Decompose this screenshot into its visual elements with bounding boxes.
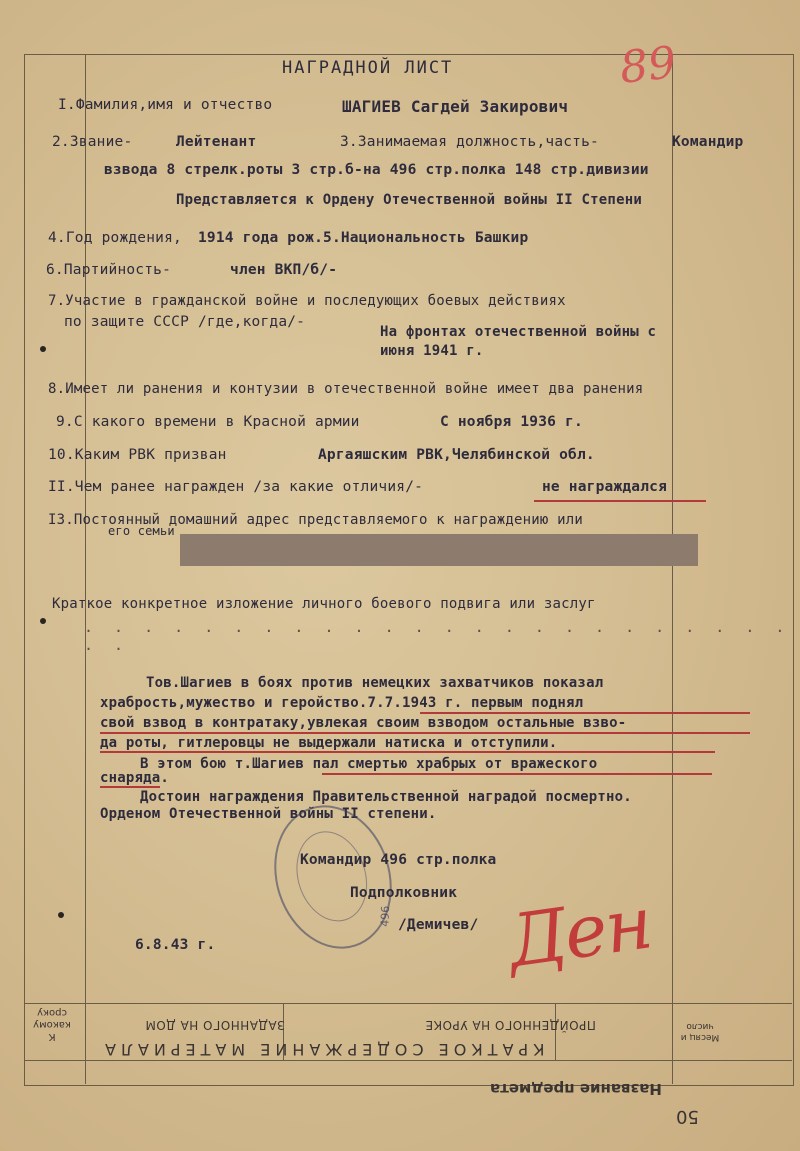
field-rank-value: Лейтенант [176, 134, 257, 150]
field-birth-year-label: 4.Год рождения, [48, 230, 182, 246]
field-position-value: Командир [672, 134, 744, 150]
field-birth-year-value: 1914 года рож.5.Национальность Башкир [198, 230, 529, 246]
dotted-separator: · · · · · · · · · · · · · · · · · · · · · · · · · · [84, 622, 791, 658]
field-wounds: 8.Имеет ли ранения и контузии в отечественной войне имеет два ранения [48, 381, 644, 397]
narrative-line-7: Достоин награждения Правительственной наградой посмертно. [140, 789, 632, 805]
stamp-inner-ring [285, 822, 378, 931]
narrative-line-1: Тов.Шагиев в боях против немецких захватчиков показал [146, 675, 604, 691]
punch-hole-3 [58, 912, 64, 918]
left-margin-line [85, 54, 86, 1084]
field-army-since-label: 9.С какого времени в Красной армии [56, 414, 360, 430]
field-civil-war-value-2: июня 1941 г. [380, 343, 484, 359]
field-civil-war-label-2: по защите СССР /где,когда/- [64, 314, 306, 330]
field-civil-war-value: На фронтах отечественной войны с [380, 324, 657, 340]
ledger-subject-label: Название предмета [490, 1080, 662, 1098]
field-party-label: 6.Партийность- [46, 262, 172, 278]
red-underline-narrative-1 [420, 712, 750, 714]
field-army-since-value: С ноября 1936 г. [440, 414, 583, 430]
field-full-name-label: I.Фамилия,имя и отчество [58, 97, 273, 113]
redacted-address-block [180, 534, 698, 566]
field-conscription-value: Аргаяшским РВК,Челябинской обл. [318, 447, 595, 463]
narrative-line-2: храбрость,мужество и геройство.7.7.1943 г. первым поднял [100, 695, 584, 711]
ledger-bottom-line [24, 1060, 792, 1061]
red-handwritten-signature: Ден [502, 880, 656, 984]
punch-hole-2 [40, 618, 46, 624]
red-underline-narrative-5 [100, 786, 160, 788]
narrative-line-8: Орденом Отечественной войны II степени. [100, 806, 437, 822]
field-position-label: 3.Занимаемая должность,часть- [340, 134, 599, 150]
narrative-line-5: В этом бою т.Шагиев пал смертью храбрых от вражеского [140, 756, 598, 772]
field-position-continuation: взвода 8 стрелк.роты 3 стр.б-на 496 стр.полка 148 стр.дивизии [104, 162, 649, 178]
ledger-page-number: 50 [676, 1106, 699, 1127]
field-address-label-2: его семьи [108, 524, 175, 538]
form-title: НАГРАДНОЙ ЛИСТ [282, 58, 454, 78]
punch-hole-1 [40, 346, 46, 352]
field-party-value: член ВКП/б/- [230, 262, 338, 278]
signature-line-1: Командир 496 стр.полка [300, 852, 497, 868]
field-conscription-label: 10.Каким РВК призван [48, 447, 227, 463]
ledger-header-line [24, 1003, 792, 1004]
signature-line-3: /Демичев/ [398, 917, 479, 933]
ledger-col-homework: ЗАДАННОГО НА ДОМ [145, 1018, 285, 1032]
narrative-section-label: Краткое конкретное изложение личного боевого подвига или заслуг [52, 596, 596, 612]
field-prior-awards-value: не награждался [542, 479, 668, 495]
ledger-col-due: К какому сроку [33, 1007, 71, 1042]
field-rank-label: 2.Звание- [52, 134, 133, 150]
red-archive-number: 89 [617, 37, 679, 94]
award-nomination: Представляется к Ордену Отечественной войны II Степени [176, 192, 642, 208]
red-underline-prior-awards [534, 500, 706, 502]
signature-line-2: Подполковник [350, 885, 458, 901]
ledger-col-date: Месяц и число [680, 1021, 720, 1042]
narrative-line-6: снаряда. [100, 770, 170, 786]
red-underline-narrative-3 [100, 751, 715, 753]
narrative-line-3: свой взвод в контратаку,увлекая своим взводом остальные взво- [100, 715, 627, 731]
document-date: 6.8.43 г. [135, 937, 216, 953]
field-address-label: I3.Постоянный домашний адрес представляемого к награждению или [48, 512, 583, 528]
ledger-header: КРАТКОЕ СОДЕРЖАНИЕ МАТЕРИАЛА [100, 1040, 545, 1059]
field-civil-war-label: 7.Участие в гражданской войне и последующих боевых действиях [48, 293, 566, 309]
field-full-name-value: ШАГИЕВ Сагдей Закирович [342, 97, 569, 116]
red-underline-narrative-4 [322, 773, 712, 775]
stamp-number: 496 [378, 905, 393, 928]
narrative-line-4: да роты, гитлеровцы не выдержали натиска и отступили. [100, 735, 558, 751]
red-underline-narrative-2 [100, 732, 750, 734]
right-margin-line [672, 54, 673, 1084]
field-prior-awards-label: II.Чем ранее награжден /за какие отличия/- [48, 479, 424, 495]
ledger-col-lesson: ПРОЙДЕННОГО НА УРОКЕ [425, 1018, 596, 1032]
